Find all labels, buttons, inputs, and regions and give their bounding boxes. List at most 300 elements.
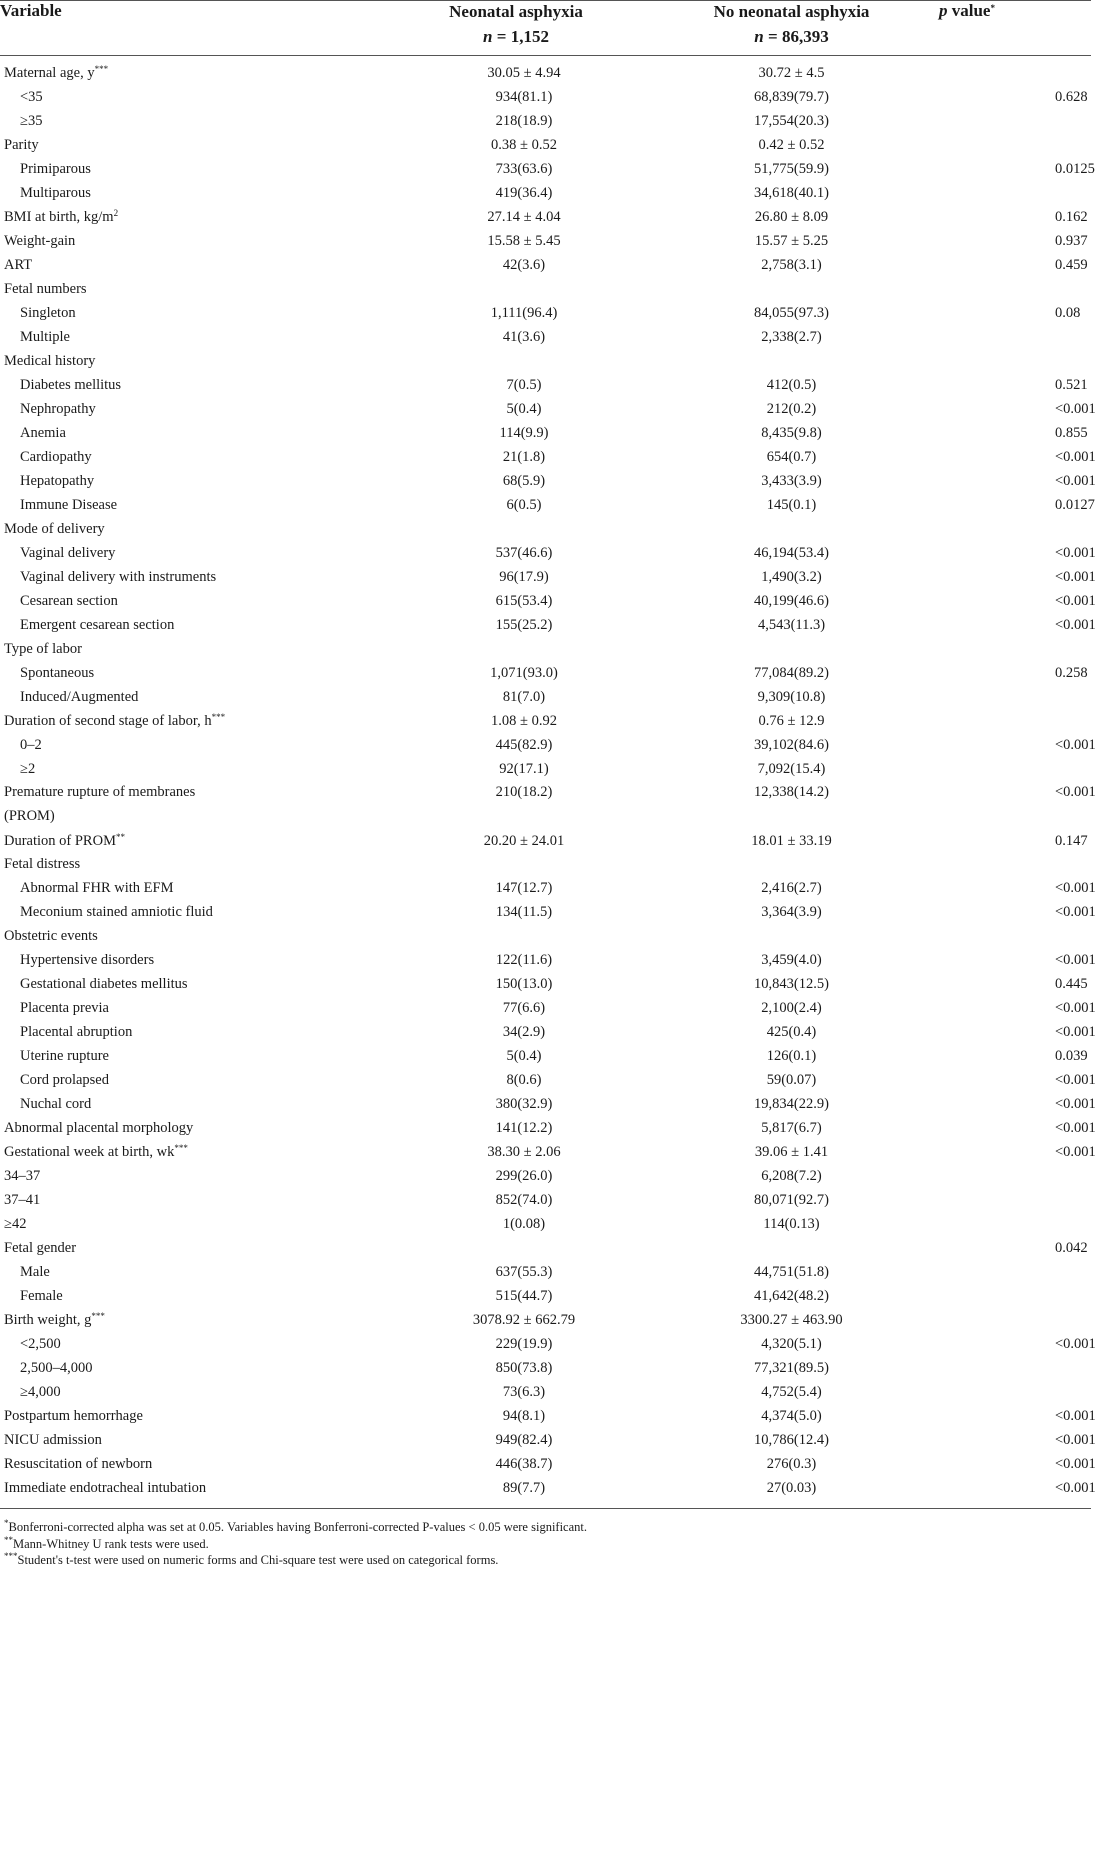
cell-no-neonatal-asphyxia: 12,338(14.2) [754,784,829,801]
cell-neonatal-asphyxia: 147(12.7) [495,880,553,897]
table-row [0,1141,1091,1165]
header-no-neonatal-asphyxia [644,1,939,56]
cell-neonatal-asphyxia: 515(44.7) [495,1287,553,1304]
cell-neonatal-asphyxia: 155(25.2) [495,616,553,633]
table-row [0,446,1091,470]
cell-variable: Multiple [20,329,70,346]
cell-p-value [939,278,1091,302]
cell-no-neonatal-asphyxia: 7,092(15.4) [757,760,826,777]
cell-neonatal-asphyxia: 81(7.0) [502,688,546,705]
cell-no-neonatal-asphyxia: 412(0.5) [766,377,817,394]
cell-neonatal-asphyxia: 1(0.08) [502,1216,546,1233]
table-row [0,398,1091,422]
cell-p-value: <0.001 [1055,568,1096,585]
cell-no-neonatal-asphyxia: 9,309(10.8) [757,688,826,705]
table-row [0,182,1091,206]
cell-neonatal-asphyxia [388,350,644,374]
cell-variable: Vaginal delivery [20,544,116,561]
cell-variable: Uterine rupture [20,1048,109,1065]
table-row [0,709,1091,733]
footnote: ***Student's t-test were used on numeric forms and Chi-square test were used on categorical forms. [4,1551,499,1568]
cell-neonatal-asphyxia [388,517,644,541]
cell-neonatal-asphyxia: 42(3.6) [502,257,546,274]
cell-no-neonatal-asphyxia: 212(0.2) [766,401,817,418]
table-row [0,637,1091,661]
cell-p-value: <0.001 [1055,544,1096,561]
header-neonatal-asphyxia [388,1,644,56]
cell-neonatal-asphyxia: 89(7.7) [388,1476,644,1508]
cell-p-value: <0.001 [1055,1455,1096,1472]
cell-no-neonatal-asphyxia: 1,490(3.2) [761,568,822,585]
table-header-row [0,1,1091,56]
cell-neonatal-asphyxia: 733(63.6) [495,161,553,178]
cell-variable: Maternal age, y*** [4,64,109,82]
table-row [0,1476,1091,1508]
cell-p-value: <0.001 [1055,1072,1096,1089]
cell-p-value: <0.001 [1055,784,1096,801]
cell-no-neonatal-asphyxia: 19,834(22.9) [754,1096,829,1113]
table-row [0,134,1091,158]
cell-no-neonatal-asphyxia: 0.42 ± 0.52 [758,137,825,154]
cell-variable: <35 [20,89,43,106]
cell-no-neonatal-asphyxia: 77,321(89.5) [754,1359,829,1376]
cell-p-value: 0.162 [1055,209,1088,226]
cell-no-neonatal-asphyxia: 2,338(2.7) [761,329,822,346]
cell-p-value [939,182,1091,206]
cell-no-neonatal-asphyxia: 39,102(84.6) [754,736,829,753]
header-variable: Variable [0,1,388,56]
cell-p-value [939,1356,1091,1380]
cell-neonatal-asphyxia: 0.38 ± 0.52 [491,137,557,154]
cell-neonatal-asphyxia: 92(17.1) [499,760,549,777]
footnote: **Mann-Whitney U rank tests were used. [4,1534,209,1551]
cell-p-value: <0.001 [1055,1120,1096,1137]
cell-variable: Spontaneous [20,664,95,681]
table-row [0,374,1091,398]
cell-no-neonatal-asphyxia: 3,364(3.9) [761,904,822,921]
cell-variable: Cesarean section [20,592,118,609]
cell-variable: <2,500 [20,1335,61,1352]
cell-variable: NICU admission [4,1431,102,1448]
cell-p-value [939,925,1091,949]
cell-neonatal-asphyxia: 637(55.3) [495,1263,553,1280]
cell-no-neonatal-asphyxia [644,1237,939,1261]
cell-neonatal-asphyxia [388,853,644,877]
cell-variable: Gestational diabetes mellitus [20,976,188,993]
cell-no-neonatal-asphyxia: 3300.27 ± 463.90 [740,1311,843,1328]
table-row [0,901,1091,925]
cell-neonatal-asphyxia: 380(32.9) [495,1096,553,1113]
table-row [0,326,1091,350]
cell-p-value: 0.042 [1055,1239,1088,1256]
cell-p-value: <0.001 [1055,904,1096,921]
cell-no-neonatal-asphyxia: 114(0.13) [763,1216,820,1233]
table-row [0,1356,1091,1380]
cell-neonatal-asphyxia: 21(1.8) [502,448,546,465]
cell-neonatal-asphyxia: 6(0.5) [506,496,542,513]
table-row [0,1452,1091,1476]
cell-p-value [939,637,1091,661]
header-group2-n: n = 86,393 [754,27,829,46]
cell-no-neonatal-asphyxia: 46,194(53.4) [754,544,829,561]
cell-no-neonatal-asphyxia: 4,374(5.0) [761,1407,822,1424]
cell-p-value [939,709,1091,733]
table-row [0,877,1091,901]
cell-neonatal-asphyxia [388,1237,644,1261]
cell-variable: Primiparous [20,161,91,178]
cell-p-value [939,134,1091,158]
cell-variable: Duration of second stage of labor, h*** [4,711,226,729]
cell-neonatal-asphyxia: 1,111(96.4) [490,305,558,322]
cell-variable: Birth weight, g*** [4,1310,105,1328]
table-footnotes [0,1519,1091,1569]
cell-neonatal-asphyxia: 5(0.4) [506,401,542,418]
cell-variable: Nuchal cord [20,1096,92,1113]
cell-variable: Cardiopathy [20,448,92,465]
cell-neonatal-asphyxia: 34(2.9) [502,1024,546,1041]
table-row [0,949,1091,973]
table-row [0,1284,1091,1308]
table-row [0,1093,1091,1117]
cell-p-value: <0.001 [1055,1000,1096,1017]
table-row [0,685,1091,709]
table-row [0,829,1091,853]
cell-p-value [939,1189,1091,1213]
table-row [0,733,1091,757]
cell-no-neonatal-asphyxia: 0.76 ± 12.9 [758,712,825,729]
cell-neonatal-asphyxia [388,925,644,949]
cell-p-value [939,1284,1091,1308]
table-row [0,589,1091,613]
cell-variable: Fetal numbers [4,281,87,298]
cell-neonatal-asphyxia: 114(9.9) [499,425,549,442]
cell-variable: Vaginal delivery with instruments [20,568,217,585]
table-row [0,1069,1091,1093]
cell-no-neonatal-asphyxia [644,517,939,541]
cell-no-neonatal-asphyxia [644,278,939,302]
cell-neonatal-asphyxia: 77(6.6) [502,1000,546,1017]
cell-no-neonatal-asphyxia [644,637,939,661]
cell-neonatal-asphyxia: 20.20 ± 24.01 [483,832,565,849]
cell-no-neonatal-asphyxia: 44,751(51.8) [754,1263,829,1280]
cell-neonatal-asphyxia [388,278,644,302]
cell-neonatal-asphyxia: 218(18.9) [495,113,553,130]
cell-variable: Diabetes mellitus [20,377,122,394]
cell-no-neonatal-asphyxia: 4,752(5.4) [761,1383,822,1400]
cell-no-neonatal-asphyxia: 2,416(2.7) [761,880,822,897]
cell-p-value [939,56,1091,86]
cell-p-value: <0.001 [1055,1431,1096,1448]
cell-no-neonatal-asphyxia: 15.57 ± 5.25 [754,233,829,250]
cell-p-value [939,1380,1091,1404]
cell-variable: Female [20,1287,63,1304]
cell-p-value [939,1260,1091,1284]
cell-variable: Emergent cesarean section [20,616,175,633]
cell-p-value: <0.001 [1055,880,1096,897]
cell-variable: Anemia [20,425,66,442]
table-row [0,541,1091,565]
table-row [0,565,1091,589]
cell-neonatal-asphyxia: 30.05 ± 4.94 [487,65,561,82]
cell-no-neonatal-asphyxia: 2,758(3.1) [761,257,822,274]
table-row [0,925,1091,949]
header-group1-title: Neonatal asphyxia [449,2,583,21]
table-row [0,86,1091,110]
cell-variable: Cord prolapsed [20,1072,109,1089]
cell-variable: Immediate endotracheal intubation [0,1476,388,1508]
cell-p-value [939,350,1091,374]
cell-no-neonatal-asphyxia: 18.01 ± 33.19 [751,832,832,849]
cell-variable: Postpartum hemorrhage [4,1407,143,1424]
cell-neonatal-asphyxia: 934(81.1) [495,89,553,106]
cell-p-value [939,1308,1091,1332]
cell-p-value: <0.001 [1055,472,1096,489]
cell-no-neonatal-asphyxia: 68,839(79.7) [754,89,829,106]
table-row [0,230,1091,254]
cell-no-neonatal-asphyxia: 41,642(48.2) [754,1287,829,1304]
cell-neonatal-asphyxia: 615(53.4) [495,592,553,609]
cell-p-value: 0.937 [1055,233,1088,250]
cell-variable: Gestational week at birth, wk*** [4,1143,188,1161]
table-row [0,517,1091,541]
cell-no-neonatal-asphyxia: 276(0.3) [766,1455,817,1472]
cell-no-neonatal-asphyxia: 3,433(3.9) [761,472,822,489]
cell-p-value: <0.001 [1055,952,1096,969]
cell-no-neonatal-asphyxia [644,350,939,374]
cell-neonatal-asphyxia: 229(19.9) [495,1335,553,1352]
cell-variable: Parity [4,137,39,154]
table-row [0,1332,1091,1356]
cell-variable: Resuscitation of newborn [4,1455,153,1472]
table-row [0,1237,1091,1261]
cell-variable: ≥35 [20,113,43,130]
table-row [0,997,1091,1021]
cell-neonatal-asphyxia [388,637,644,661]
cell-p-value: 0.0125 [1055,161,1095,178]
cell-neonatal-asphyxia: 94(8.1) [502,1407,546,1424]
cell-variable: Nephropathy [20,401,96,418]
cell-no-neonatal-asphyxia: 126(0.1) [766,1048,817,1065]
cell-neonatal-asphyxia: 852(74.0) [495,1192,553,1209]
cell-no-neonatal-asphyxia: 2,100(2.4) [761,1000,822,1017]
table-row [0,56,1091,86]
footnote: *Bonferroni-corrected alpha was set at 0.05. Variables having Bonferroni-corrected P-values < 0.05 were significant. [4,1518,587,1535]
cell-p-value: <0.001 [1055,401,1096,418]
table-row [0,853,1091,877]
cell-variable: Abnormal FHR with EFM [20,880,174,897]
cell-p-value: <0.001 [1055,448,1096,465]
cell-variable: Mode of delivery [4,520,105,537]
cell-p-value [939,110,1091,134]
table-row [0,469,1091,493]
header-group1-n: n = 1,152 [483,27,549,46]
cell-no-neonatal-asphyxia: 84,055(97.3) [754,305,829,322]
cell-neonatal-asphyxia: 73(6.3) [502,1383,546,1400]
table-row [0,661,1091,685]
cell-no-neonatal-asphyxia: 145(0.1) [766,496,817,513]
cell-variable: Placenta previa [20,1000,109,1017]
header-group2-title: No neonatal asphyxia [713,2,870,21]
cell-neonatal-asphyxia: 15.58 ± 5.45 [487,233,561,250]
cell-neonatal-asphyxia: 850(73.8) [495,1359,553,1376]
table-row [0,1165,1091,1189]
cell-p-value: <0.001 [939,1476,1091,1508]
cell-p-value: 0.0127 [1055,496,1095,513]
cell-no-neonatal-asphyxia: 425(0.4) [766,1024,817,1041]
cell-neonatal-asphyxia: 7(0.5) [506,377,542,394]
cell-variable: Fetal distress [4,856,81,873]
cell-no-neonatal-asphyxia: 10,843(12.5) [754,976,829,993]
table-row [0,158,1091,182]
cell-neonatal-asphyxia: 210(18.2) [495,784,553,801]
cell-variable: Hypertensive disorders [20,952,155,969]
cell-variable: ≥42 [4,1216,27,1233]
cell-neonatal-asphyxia: 68(5.9) [502,472,546,489]
cell-p-value: 0.039 [1055,1048,1088,1065]
cell-p-value: 0.445 [1055,976,1088,993]
cell-variable: Medical history [4,353,96,370]
cell-neonatal-asphyxia: 299(26.0) [495,1168,553,1185]
cell-variable: 2,500–4,000 [20,1359,93,1376]
cell-no-neonatal-asphyxia: 40,199(46.6) [754,592,829,609]
cell-p-value [939,853,1091,877]
cell-variable: Induced/Augmented [20,688,139,705]
cell-variable: ≥2 [20,760,36,777]
cell-no-neonatal-asphyxia: 6,208(7.2) [761,1168,822,1185]
cell-neonatal-asphyxia: 446(38.7) [495,1455,553,1472]
table-row [0,110,1091,134]
cell-no-neonatal-asphyxia: 77,084(89.2) [754,664,829,681]
table-row [0,254,1091,278]
cell-neonatal-asphyxia: 41(3.6) [502,329,546,346]
cell-variable: Meconium stained amniotic fluid [20,904,213,921]
cell-variable: Fetal gender [4,1239,77,1256]
cell-neonatal-asphyxia: 134(11.5) [495,904,553,921]
cell-variable: Male [20,1263,50,1280]
cell-no-neonatal-asphyxia: 27(0.03) [644,1476,939,1508]
table-row [0,278,1091,302]
cell-variable: Singleton [20,305,76,322]
cell-no-neonatal-asphyxia: 5,817(6.7) [761,1120,822,1137]
cell-no-neonatal-asphyxia: 3,459(4.0) [761,952,822,969]
cell-no-neonatal-asphyxia: 4,320(5.1) [761,1335,822,1352]
table-row [0,302,1091,326]
cell-p-value: <0.001 [1055,592,1096,609]
cell-variable: Placental abruption [20,1024,133,1041]
cell-p-value [939,1213,1091,1237]
cell-p-value [939,685,1091,709]
cell-p-value: <0.001 [1055,1024,1096,1041]
cell-neonatal-asphyxia: 445(82.9) [495,736,553,753]
cell-variable: BMI at birth, $kg/m^2$ [4,208,119,226]
cell-no-neonatal-asphyxia: 8,435(9.8) [761,425,822,442]
cell-neonatal-asphyxia: 27.14 ± 4.04 [487,209,561,226]
table-row [0,757,1091,781]
table-row [0,1260,1091,1284]
table-row [0,1045,1091,1069]
cell-variable: Hepatopathy [20,472,95,489]
cell-variable: 34–37 [4,1168,41,1185]
table-row [0,493,1091,517]
cell-p-value: <0.001 [1055,1407,1096,1424]
cell-p-value: <0.001 [1055,1144,1096,1161]
cell-neonatal-asphyxia: 122(11.6) [495,952,553,969]
table-row [0,206,1091,230]
cell-no-neonatal-asphyxia: 80,071(92.7) [754,1192,829,1209]
cell-variable: ART [4,257,33,274]
cell-no-neonatal-asphyxia: 30.72 ± 4.5 [758,65,825,82]
cell-neonatal-asphyxia: 5(0.4) [506,1048,542,1065]
table-body [0,56,1096,1509]
cell-no-neonatal-asphyxia: 26.80 ± 8.09 [754,209,829,226]
table-row [0,1189,1091,1213]
cell-no-neonatal-asphyxia: 34,618(40.1) [754,185,829,202]
cell-variable: ≥4,000 [20,1383,61,1400]
cell-neonatal-asphyxia: 537(46.6) [495,544,553,561]
table-row [0,1213,1091,1237]
cell-variable: Multiparous [20,185,91,202]
cell-variable: Abnormal placental morphology [4,1120,194,1137]
cell-variable: Obstetric events [4,928,98,945]
cell-p-value [939,517,1091,541]
cell-p-value: 0.521 [1055,377,1088,394]
cell-no-neonatal-asphyxia: 10,786(12.4) [754,1431,829,1448]
cell-variable: Duration of PROM** [4,831,125,849]
table-row [0,1404,1091,1428]
cell-p-value: <0.001 [1055,1096,1096,1113]
cell-no-neonatal-asphyxia: 654(0.7) [766,448,817,465]
cell-neonatal-asphyxia: 3078.92 ± 662.79 [472,1311,576,1328]
cell-p-value: <0.001 [1055,1335,1096,1352]
cell-variable: Type of labor [4,640,82,657]
cell-neonatal-asphyxia: 1,071(93.0) [490,664,558,681]
table-row [0,1021,1091,1045]
table-row [0,973,1091,997]
cell-no-neonatal-asphyxia: 4,543(11.3) [757,616,826,633]
cell-p-value: 0.258 [1055,664,1088,681]
cell-no-neonatal-asphyxia: 17,554(20.3) [754,113,829,130]
cell-neonatal-asphyxia: 1.08 ± 0.92 [491,712,557,729]
cell-p-value: 0.08 [1055,305,1081,322]
cell-p-value: <0.001 [1055,736,1096,753]
cell-p-value [939,1165,1091,1189]
cell-no-neonatal-asphyxia [644,853,939,877]
table-row [0,1380,1091,1404]
cell-p-value [939,326,1091,350]
cell-variable: 0–2 [20,736,42,753]
cell-neonatal-asphyxia: 419(36.4) [495,185,553,202]
table-row [0,781,1091,829]
table-row [0,1117,1091,1141]
cell-no-neonatal-asphyxia: 51,775(59.9) [754,161,829,178]
cell-neonatal-asphyxia: 949(82.4) [495,1431,553,1448]
table-row [0,422,1091,446]
cell-neonatal-asphyxia: 150(13.0) [495,976,553,993]
cell-p-value: 0.628 [1055,89,1088,106]
cell-no-neonatal-asphyxia [644,925,939,949]
cell-neonatal-asphyxia: 96(17.9) [499,568,549,585]
cell-variable: Premature rupture of membranes (PROM) [4,784,196,825]
cell-no-neonatal-asphyxia: 59(0.07) [766,1072,817,1089]
cell-neonatal-asphyxia: 8(0.6) [506,1072,542,1089]
table-row [0,350,1091,374]
cell-variable: Weight-gain [4,233,76,250]
cell-p-value: 0.855 [1055,425,1088,442]
cell-neonatal-asphyxia: 38.30 ± 2.06 [487,1144,561,1161]
cell-p-value: 0.459 [1055,257,1088,274]
cell-no-neonatal-asphyxia: 39.06 ± 1.41 [754,1144,829,1161]
table-row [0,613,1091,637]
